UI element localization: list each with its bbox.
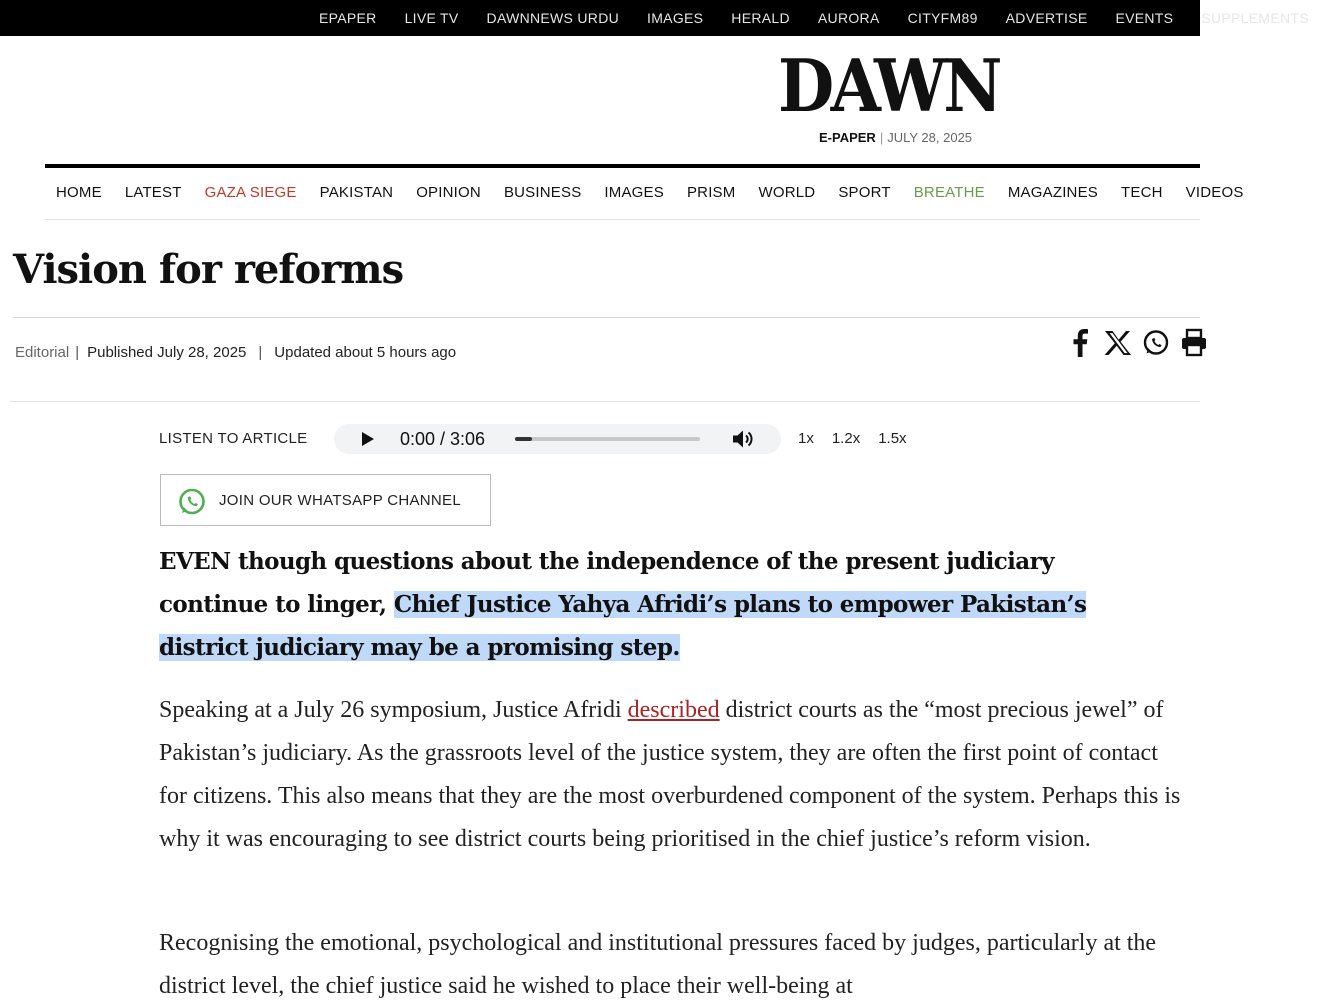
speed-1-2x[interactable]: 1.2x [831, 430, 861, 447]
nav-item-home[interactable]: HOME [56, 184, 102, 201]
speed-1x[interactable]: 1x [798, 430, 814, 447]
nav-item-pakistan[interactable]: PAKISTAN [319, 184, 394, 201]
nav-item-images[interactable]: IMAGES [604, 184, 664, 201]
article-lede [159, 540, 1159, 669]
speed-1-5x[interactable]: 1.5x [878, 430, 907, 447]
top-link-supplements[interactable]: SUPPLEMENTS [1201, 10, 1309, 26]
nav-item-breathe[interactable]: BREATHE [913, 184, 985, 201]
whatsapp-channel-icon [177, 487, 207, 522]
nav-item-world[interactable]: WORLD [758, 184, 816, 201]
nav-item-videos[interactable]: VIDEOS [1185, 184, 1244, 201]
audio-player [334, 424, 781, 454]
audio-seek-bar[interactable] [515, 437, 700, 441]
epaper-link[interactable]: E-PAPER [819, 130, 876, 145]
paragraph-1-end: district courts as the “most precious jewel” of Pakistan’s judiciary. As the grassroots level of the justice system, they are often the first point of contact for citizens. This also means that they are the most overburdened component of the system. Perhaps this is why it was encouraging to see district courts being prioritised in the chief justice’s reform vision. [159, 697, 1181, 852]
playback-speeds [798, 430, 907, 447]
top-link-dawnnews-urdu[interactable]: DAWNNEWS URDU [486, 10, 620, 26]
top-link-epaper[interactable]: EPAPER [319, 10, 377, 26]
top-link-herald[interactable]: HERALD [731, 10, 790, 26]
meta-separator-2: | [258, 344, 263, 361]
top-link-images[interactable]: IMAGES [647, 10, 704, 26]
top-utility-bar [0, 0, 1309, 36]
top-link-advertise[interactable]: ADVERTISE [1005, 10, 1088, 26]
audio-progress [515, 437, 532, 441]
top-links [319, 0, 1337, 36]
whatsapp-channel-button[interactable] [160, 474, 491, 526]
share-icons [1066, 328, 1208, 358]
play-icon[interactable] [362, 432, 374, 446]
headline-divider [13, 317, 1200, 318]
x-icon[interactable] [1104, 328, 1132, 358]
meta-separator: | [75, 344, 80, 361]
audio-time: 0:00 / 3:06 [400, 429, 486, 449]
edition-line [819, 130, 972, 145]
nav-item-prism[interactable]: PRISM [686, 184, 736, 201]
article-headline: Vision for reforms [13, 246, 404, 293]
meta-divider [10, 401, 1200, 402]
volume-icon[interactable] [732, 429, 756, 454]
published-date: Published July 28, 2025 [87, 344, 247, 361]
paragraph-1-start: Speaking at a July 26 symposium, Justice Afridi [159, 697, 628, 723]
nav-item-tech[interactable]: TECH [1121, 184, 1163, 201]
article-paragraph-2: Recognising the emotional, psychological and institutional pressures faced by judges, particularly at the district level, the chief justice said he wished to place their well-being at [159, 930, 1157, 999]
facebook-icon[interactable] [1066, 328, 1094, 358]
dawn-logo[interactable]: DAWN [778, 43, 999, 128]
top-link-events[interactable]: EVENTS [1115, 10, 1174, 26]
top-link-aurora[interactable]: AURORA [817, 10, 880, 26]
nav-item-latest[interactable]: LATEST [124, 184, 182, 201]
described-link[interactable]: described [627, 697, 720, 723]
nav-item-magazines[interactable]: MAGAZINES [1007, 184, 1099, 201]
lede-highlighted-text: Chief Justice Yahya Afridi’s plans to empower Pakistan’s district judiciary may be a promising step. [159, 591, 1087, 661]
whatsapp-channel-label: JOIN OUR WHATSAPP CHANNEL [219, 492, 461, 509]
article-paragraph-1 [159, 689, 1189, 861]
edition-separator: | [879, 130, 884, 145]
category-link[interactable]: Editorial [15, 344, 70, 361]
whatsapp-icon[interactable] [1142, 328, 1170, 358]
nav-bottom-rule [45, 219, 1200, 220]
top-link-cityfm89[interactable]: CITYFM89 [907, 10, 978, 26]
main-nav [56, 184, 1267, 201]
article-meta [15, 344, 456, 361]
listen-label: LISTEN TO ARTICLE [159, 430, 308, 447]
nav-item-business[interactable]: BUSINESS [503, 184, 582, 201]
print-icon[interactable] [1180, 328, 1208, 358]
nav-top-rule [45, 164, 1200, 168]
nav-item-opinion[interactable]: OPINION [416, 184, 481, 201]
lede-text: EVEN though questions about the independence of the present judiciary continue to linger, [159, 548, 1054, 618]
top-link-live-tv[interactable]: LIVE TV [404, 10, 459, 26]
edition-date: JULY 28, 2025 [887, 130, 973, 145]
updated-time: Updated about 5 hours ago [274, 344, 457, 361]
nav-item-sport[interactable]: SPORT [838, 184, 891, 201]
nav-item-gaza-siege[interactable]: GAZA SIEGE [204, 184, 297, 201]
